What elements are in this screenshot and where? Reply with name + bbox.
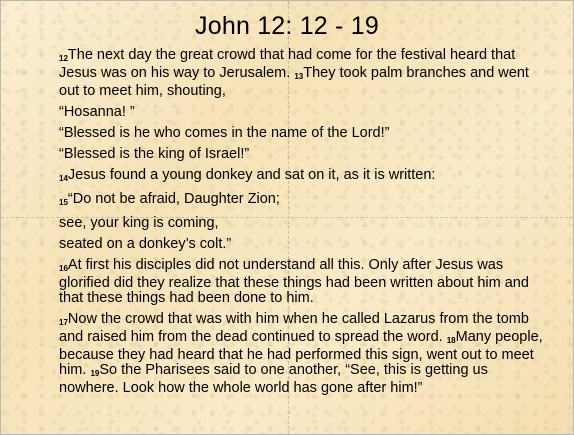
verse-number-19: 19 [90,369,100,378]
verse-text-14: Jesus found a young donkey and sat on it, as it is written: [67,167,436,183]
verse-number-13: 13 [294,72,304,81]
verse-number-14: 14 [59,174,68,183]
verse-text-18: Many people, because they had heard that he had performed this sign, went out to meet him. [59,329,543,378]
verse-text-15: “Do not be afraid, Daughter Zion; [67,191,280,207]
verse-15 [59,192,543,210]
scripture-passage [59,48,543,402]
verse-number-18: 18 [446,336,456,345]
verse-15-line-2: see, your king is coming, [59,215,219,231]
slide-title: John 12: 12 - 19 [195,12,379,40]
verse-text-12: The next day the great crowd that had come for the festival heard that Jesus was on his way to Jerusalem. [59,47,516,81]
verse-text-17: Now the crowd that was with him when he called Lazarus from the tomb and raised him from the dead continued to spread the word. [59,311,529,345]
verse-number-12: 12 [59,54,68,63]
verse-16 [59,258,543,306]
line-blessed-king: “Blessed is the king of Israel!” [59,146,250,162]
verse-number-16: 16 [59,264,68,273]
verse-text-19: So the Pharisees said to one another, “See, this is getting us nowhere. Look how the whole world has gone after him!” [59,362,488,396]
verse-14 [59,168,543,186]
verse-text-13: They took palm branches and went out to meet him, shouting, [59,65,529,99]
verse-number-15: 15 [59,198,68,207]
line-blessed-name: “Blessed is he who comes in the name of the Lord!” [59,125,390,141]
verse-17-19 [59,312,543,396]
verse-text-16: At first his disciples did not understand all this. Only after Jesus was glorified did they realize that these things had been written about him and that these things had been done to him. [59,257,529,306]
verse-12-13 [59,48,543,99]
verse-number-17: 17 [59,318,68,327]
verse-15-line-3: seated on a donkey’s colt.” [59,236,232,252]
line-hosanna: “Hosanna! ” [59,104,135,120]
